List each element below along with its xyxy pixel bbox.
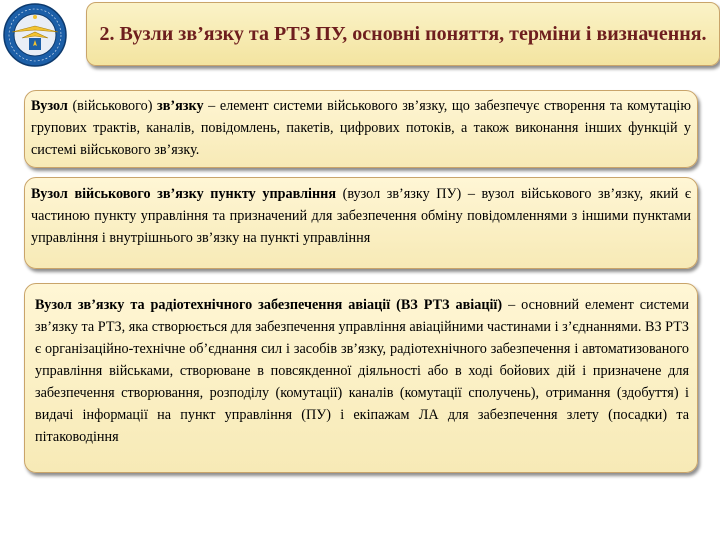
definition-card-node bbox=[24, 90, 698, 168]
definition-body: – основний елемент системи зв’язку та РТЗ, яка створюється для забезпечення управління авіаційними частинами і з’єднаннями. ВЗ РТЗ є організаційно-технічне об’єднання сил і засобів зв’язку, радіотехнічного забезпечення і автоматизованого управління військами, створюване в повсякденної діяльності або в ході бойових дій і призначене для забезпечення створювання, розподілу (комутації) каналів (комутації сполучень), отримання (здобуття) і видачі інформації на пункт управління (ПУ) і екіпажам ЛА для забезпечення злету (посадки) та пітаководіння bbox=[35, 297, 690, 445]
definition-body: (вузол зв’язку ПУ) – вузол військового зв’язку, який є частиною пункту управління та призначений для забезпечення обміну повідомленнями з іншими пунктами управління і внутрішнього зв’язку на пункті управління bbox=[31, 186, 691, 246]
definition-term-mid: (військового) bbox=[67, 98, 158, 114]
title-banner bbox=[86, 2, 720, 66]
definition-term: Вузол військового зв’язку пункту управління bbox=[31, 186, 337, 202]
definition-term: Вузол зв’язку та радіотехнічного забезпечення авіації (ВЗ РТЗ авіації) bbox=[35, 297, 503, 313]
definition-text bbox=[31, 183, 691, 249]
emblem-logo bbox=[2, 2, 68, 68]
definition-text bbox=[31, 95, 691, 161]
emblem-icon bbox=[2, 2, 68, 68]
definition-body: – елемент системи військового зв’язку, що забезпечує створення та комутацію групових трактів, каналів, повідомлень, пакетів, цифрових потоків, а також виконання інших функцій у системі військового зв’язку. bbox=[31, 98, 691, 158]
definition-card-command-post-node bbox=[24, 177, 698, 269]
definition-card-aviation-node bbox=[24, 283, 698, 473]
definition-term-2: зв’язку bbox=[157, 98, 204, 114]
definition-text bbox=[35, 294, 689, 448]
definition-term: Вузол bbox=[31, 98, 68, 114]
page-title: 2. Вузли зв’язку та РТЗ ПУ, основні поняття, терміни і визначення. bbox=[99, 23, 707, 45]
